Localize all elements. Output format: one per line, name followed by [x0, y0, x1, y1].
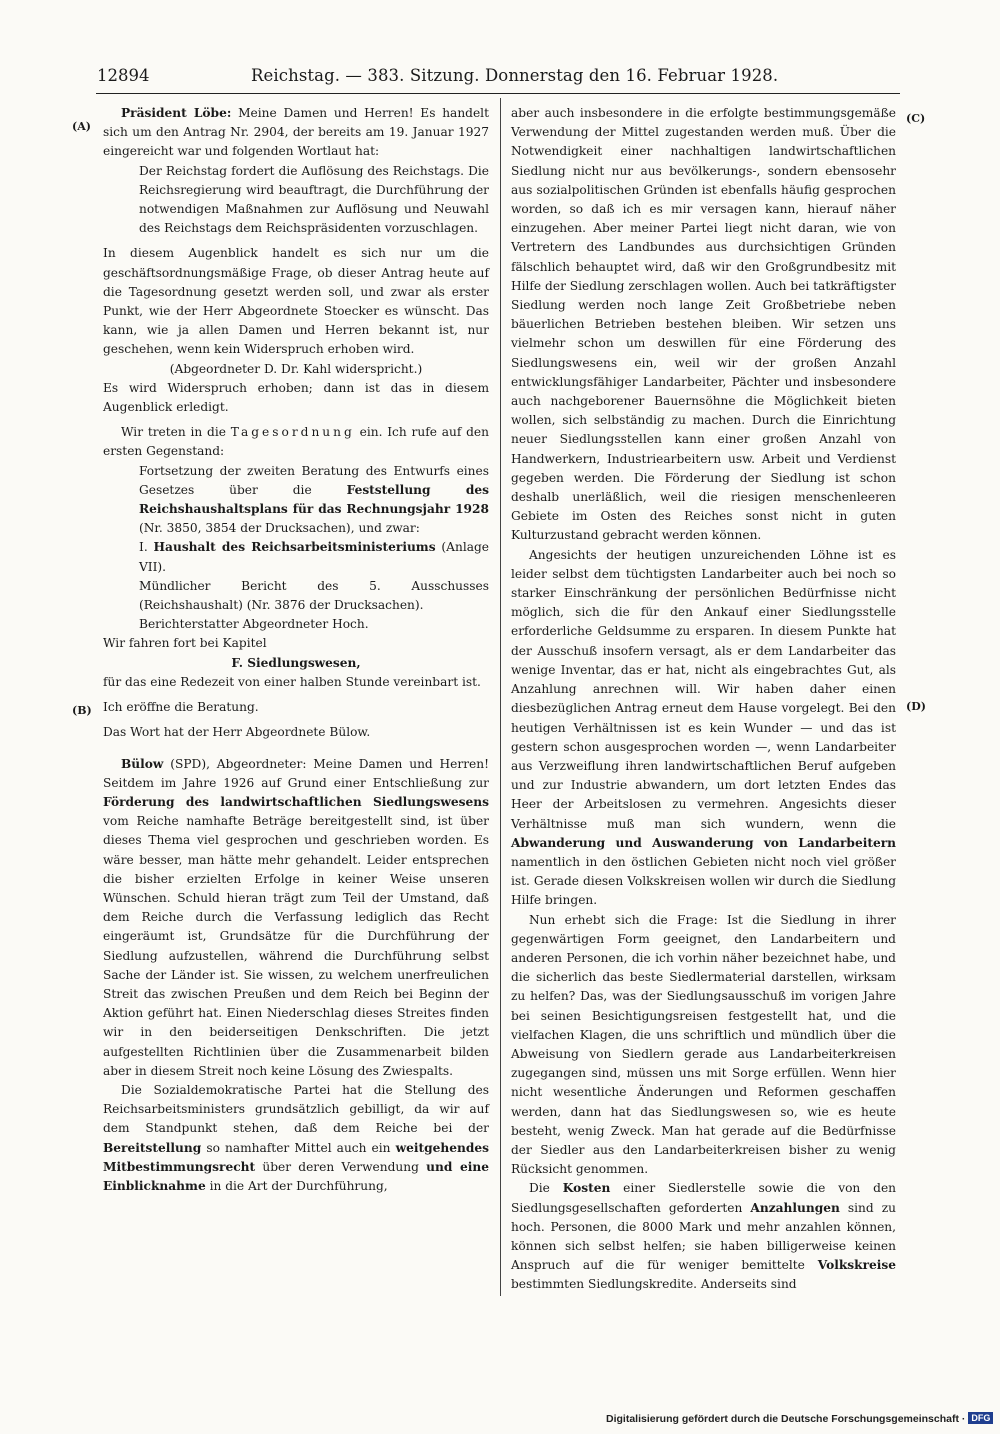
committee-report: Mündlicher Bericht des 5. Ausschusses (Reichshaushalt) (Nr. 3876 der Drucksachen). — [139, 578, 489, 613]
paragraph: für das eine Redezeit von einer halben Stunde vereinbart ist. — [103, 674, 481, 689]
column-separator — [500, 98, 501, 1296]
page-number: 12894 — [97, 66, 150, 85]
header-rule — [96, 93, 900, 94]
left-column — [103, 104, 489, 1196]
margin-marker-d: (D) — [906, 700, 926, 713]
rapporteur: Berichterstatter Abgeordneter Hoch. — [139, 617, 369, 632]
paragraph: aber auch insbesondere in die erfolgte bestimmungsgemäße Verwendung der Mittel zugestanden werden muß. Über die Notwendigkeit einer nachhaltigen landwirtschaftlichen Siedlung nicht nur aus bevölkerungs-, sondern ebensosehr aus sozialpolitischen Gründen ist ebenfalls häufig gesprochen worden, so daß ich es mir versagen kann, hierauf näher einzugehen. Aber meiner Partei liegt nicht daran, wie von Vertretern des Landbundes aus durchsichtigen Gründen fälschlich behauptet wird, daß wir den Großgrundbesitz mit Hilfe der Siedlung zerschlagen wollen. Auch bei tatkräftigster Siedlung werden noch lange Zeit Großbetriebe neben bäuerlichen Betrieben bestehen bleiben. Wir setzen uns vielmehr schon um deswillen für eine Förderung des Siedlungswesens ein, weil wir der großen Anzahl entwicklungsfähiger Landarbeiter, Pächter und insbesondere auch nachgeborener Bauernsöhne die Möglichkeit bieten wollen, sich selbständig zu machen. Durch die Einrichtung neuer Siedlungsstellen kann einer großen Anzahl von Handwerkern, Industriearbeitern usw. Arbeit und Verdienst gegeben werden. Die Förderung der Siedlung ist schon deshalb unerläßlich, weil die riesigen menschenleeren Gebiete im Osten des Reiches sonst nicht in guten Kulturzustand gebracht werden können. — [511, 106, 896, 543]
paragraph: Angesichts der heutigen unzureichenden Löhne ist es leider selbst dem tüchtigsten Landarbeiter auch bei noch so starker Einschränkung der persönlichen Bedürfnisse nicht möglich, sich die für den Ankauf einer Siedlungsstelle erforderliche Geldsumme zu ersparen. In diesem Punkte hat der Ausschuß insofern versagt, als er dem Landarbeiter das wenige Inventar, das er hat, nicht als eingebrachtes Gut, als Anzahlung anrechnen will. Wir haben daher einen diesbezüglichen Antrag erneut dem Hause vorgelegt. Bei den heutigen Verhältnissen ist es kein Wunder — und das ist gestern schon ausgesprochen worden —, wenn Landarbeiter aus Verzweiflung ihren landwirtschaftlichen Beruf aufgeben und zur Industrie abwandern, um dort letzten Endes das Heer der Arbeitslosen zu vermehren. Angesichts dieser Verhältnisse muß man sich wundern, wenn die Abwanderung und Auswanderung von Landarbeitern namentlich in den östlichen Gebieten nicht noch viel größer ist. Gerade diesen Volkskreisen wollen wir durch die Siedlung Hilfe bringen. — [511, 547, 896, 908]
paragraph: Nun erhebt sich die Frage: Ist die Siedlung in ihrer gegenwärtigen Form geeignet, den Landarbeitern und anderen Personen, die ich vorhin näher bezeichnet habe, und die sicherlich das beste Siedlermaterial darstellen, wirksam zu helfen? Das, was der Siedlungsausschuß im vorigen Jahre bei seinen Besichtigungsreisen festgestellt hat, und die vielfachen Klagen, die uns schriftlich und mündlich über die Abweisung von Siedlern gerade aus Landarbeiterkreisen zugegangen sind, müssen uns mit Sorge erfüllen. Wenn hier nicht wesentliche Änderungen und Reformen geschaffen werden, dann hat das Siedlungswesen so, wie es heute besteht, wenig Zweck. Man hat gerade auf die Bedürfnisse der Siedler aus den Landarbeiterkreisen bisher zu wenig Rücksicht genommen. — [511, 912, 896, 1177]
paragraph: Es wird Widerspruch erhoben; dann ist das in diesem Augenblick erledigt. — [103, 380, 489, 415]
paragraph: Wir fahren fort bei Kapitel — [103, 636, 267, 651]
president-statement: Präsident Löbe: Meine Damen und Herren! Es handelt sich um den Antrag Nr. 2904, der bereits am 19. Januar 1927 eingereicht war und folgenden Wortlaut hat: — [103, 106, 489, 159]
interjection: (Abgeordneter D. Dr. Kahl widerspricht.) — [169, 361, 423, 376]
chapter-heading: F. Siedlungswesen, — [231, 655, 361, 670]
budget-item: I. Haushalt des Reichsarbeitsministeriums (Anlage VII). — [139, 540, 490, 574]
paragraph: In diesem Augenblick handelt es sich nur um die geschäftsordnungsmäßige Frage, ob dieser Antrag heute auf die Tagesordnung gesetzt werden soll, und zwar als erster Punkt, wie der Herr Abgeordnete Stoecker es wünscht. Das kann, wie ja allen Damen und Herren bekannt ist, nur geschehen, wenn kein Widerspruch erhoben wird. — [103, 246, 489, 357]
paragraph: Die Kosten einer Siedlerstelle sowie die von den Siedlungsgesellschaften geforderten Anzahlungen sind zu hoch. Personen, die 8000 Mark und mehr anzahlen können, können sich selbst helfen; sie haben billigerweise keinen Anspruch auf die für weniger bemittelte Volkskreise bestimmten Siedlungskredite. Anderseits sind — [511, 1181, 896, 1292]
motion-quote: Der Reichstag fordert die Auflösung des Reichstags. Die Reichsregierung wird beauftragt, die Durchführung der notwendigen Maßnahmen zur Auflösung und Neuwahl des Reichstags dem Reichspräsidenten vorzuschlagen. — [139, 163, 489, 236]
credit-text: Digitalisierung gefördert durch die Deutsche Forschungsgemeinschaft · — [606, 1413, 966, 1425]
margin-marker-b: (B) — [72, 704, 92, 717]
paragraph: Das Wort hat der Herr Abgeordnete Bülow. — [103, 725, 371, 740]
paragraph: Wir treten in die Tagesordnung ein. Ich rufe auf den ersten Gegenstand: — [103, 425, 489, 459]
speaker-name: Präsident Löbe: — [121, 106, 232, 120]
buelow-speech-paragraph: Die Sozialdemokratische Partei hat die Stellung des Reichsarbeitsministers grundsätzlich gebilligt, da wir auf dem Standpunkt stehen, daß dem Reiche bei der Bereitstellung so namhafter Mittel auch ein weitgehendes Mitbestimmungsrecht über deren Verwendung und eine Einblicknahme in die Art der Durchführung, — [103, 1082, 489, 1193]
paragraph: Ich eröffne die Beratung. — [103, 700, 259, 715]
margin-marker-c: (C) — [906, 112, 926, 125]
right-column — [511, 104, 896, 1295]
buelow-speech-start: Bülow (SPD), Abgeordneter: Meine Damen und Herren! Seitdem im Jahre 1926 auf Grund einer Entschließung zur Förderung des landwirtschaftlichen Siedlungswesens vom Reiche namhafte Beträge bereitgestellt sind, ist über dieses Thema viel gesprochen und geschrieben worden. Es wäre besser, man hätte mehr gehandelt. Leider entsprechen die bisher erzielten Erfolge in keiner Weise unseren Wünschen. Schuld hieran trägt zum Teil der Umstand, daß dem Reiche durch die Verfassung lediglich das Recht eingeräumt ist, Grundsätze für die Durchführung der Siedlung aufzustellen, während die Durchführung selbst Sache der Länder ist. Sie wissen, zu welchem unerfreulichen Streit das zwischen Preußen und dem Reich bei Beginn der Aktion geführt hat. Einen Niederschlag dieses Streites finden wir in den beiderseitigen Denkschriften. Die jetzt aufgestellten Richtlinien über die Zusammenarbeit bilden aber in diesem Streit noch keine Lösung des Zwiespalts. — [103, 756, 489, 1078]
digitization-credit — [606, 1412, 996, 1430]
running-title: Reichstag. — 383. Sitzung. Donnerstag den 16. Februar 1928. — [251, 66, 779, 85]
margin-marker-a: (A) — [72, 120, 91, 133]
agenda-item: Fortsetzung der zweiten Beratung des Entwurfs eines Gesetzes über die Feststellung des Reichshaushaltsplans für das Rechnungsjahr 1928 (Nr. 3850, 3854 der Drucksachen), und zwar: — [139, 463, 489, 536]
dfg-logo: DFG — [968, 1412, 993, 1424]
page-header — [97, 66, 897, 90]
